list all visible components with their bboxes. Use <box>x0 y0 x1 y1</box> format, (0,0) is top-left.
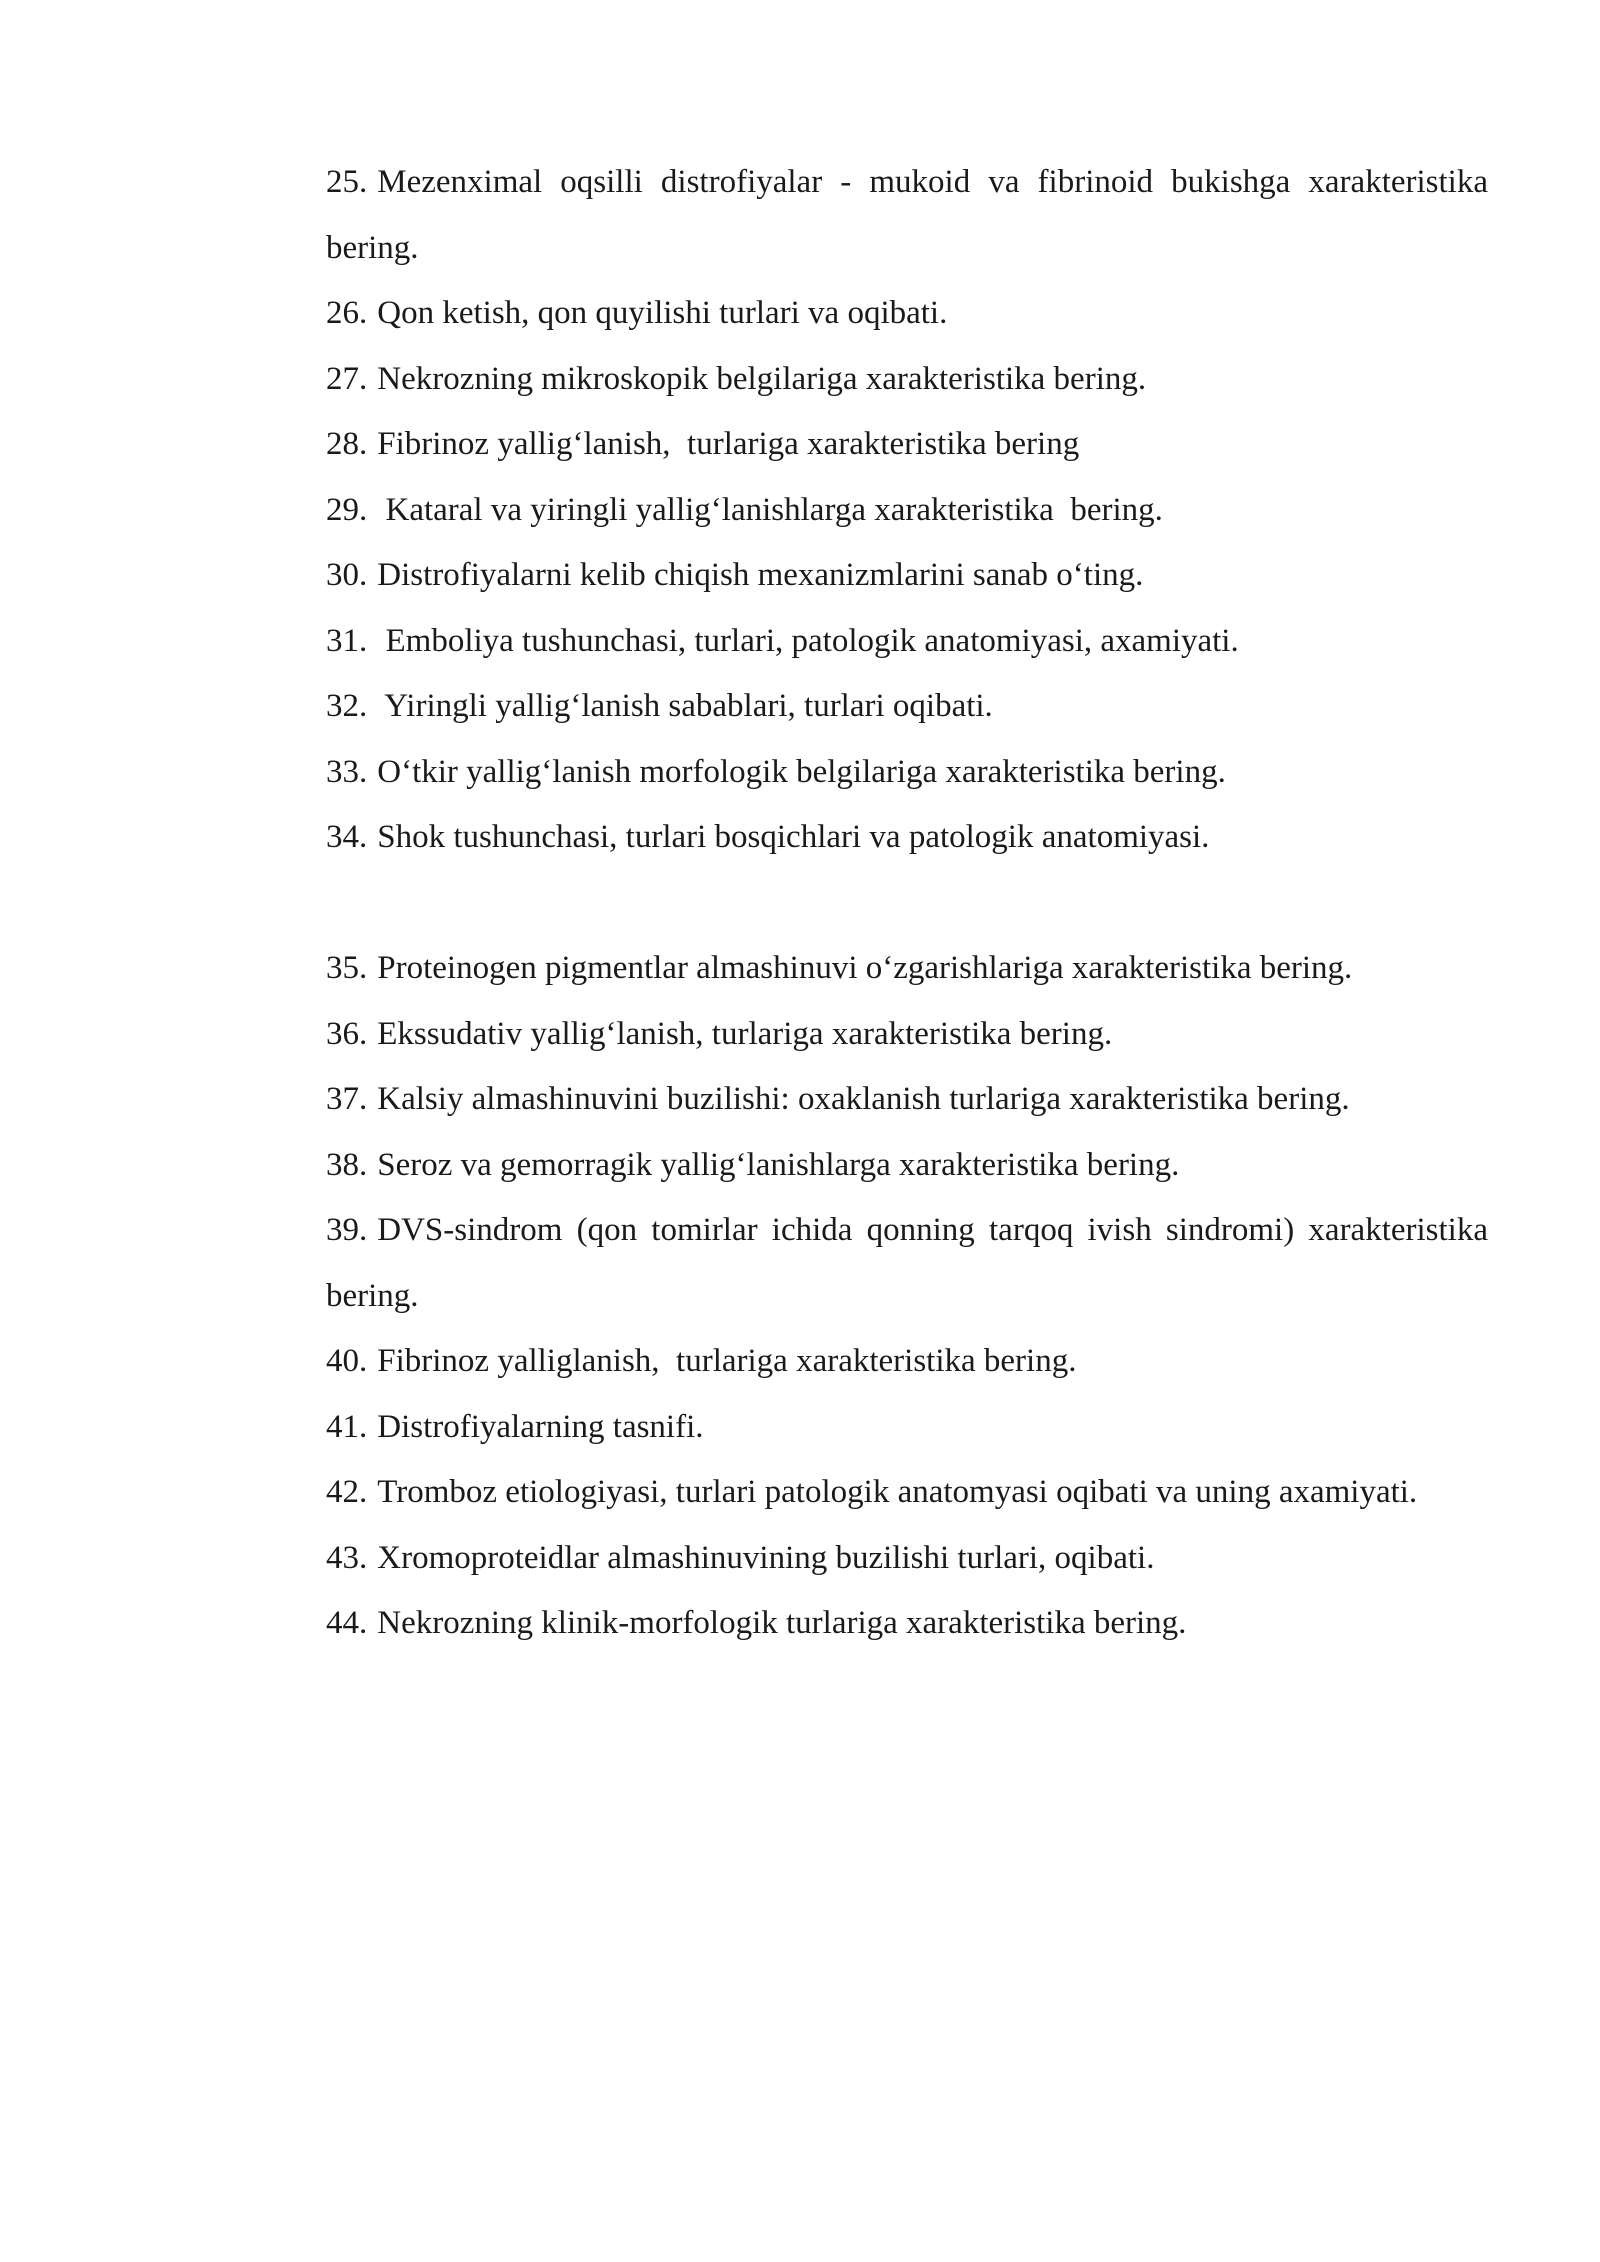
list-item <box>326 1395 1488 1461</box>
item-number: 43. <box>326 1539 368 1576</box>
item-text: Fibrinoz yalliglanish, turlariga xarakteristika bering. <box>377 1343 1077 1379</box>
list-item <box>326 347 1488 413</box>
item-text: O‘tkir yallig‘lanish morfologik belgilariga xarakteristika bering. <box>377 753 1226 790</box>
list-item <box>326 740 1488 806</box>
item-number: 33. <box>326 753 368 790</box>
item-text: Nekrozning mikroskopik belgilariga xarakteristika bering. <box>377 360 1147 397</box>
item-number: 32. <box>326 688 368 724</box>
item-number: 26. <box>326 295 368 331</box>
item-number: 35. <box>326 950 368 986</box>
item-text: Tromboz etiologiyasi, turlari patologik anatomyasi oqibati va uning axamiyati. <box>377 1474 1418 1510</box>
item-text: Qon ketish, qon quyilishi turlari va oqibati. <box>377 295 948 331</box>
item-number: 44. <box>326 1605 368 1641</box>
item-text: Nekrozning klinik-morfologik turlariga xarakteristika bering. <box>377 1605 1187 1641</box>
item-text: Shok tushunchasi, turlari bosqichlari va patologik anatomiyasi. <box>377 819 1210 855</box>
item-text: DVS-sindrom (qon tomirlar ichida qonning tarqoq ivish sindromi) xarakteristika bering. <box>326 1212 1488 1314</box>
list-item <box>326 674 1488 740</box>
item-text: Mezenximal oqsilli distrofiyalar - mukoid va fibrinoid bukishga xarakteristika bering. <box>326 164 1488 266</box>
item-number: 40. <box>326 1343 368 1379</box>
item-number: 25. <box>326 164 368 200</box>
list-item <box>326 543 1488 609</box>
item-text: Kalsiy almashinuvini buzilishi: oxaklanish turlariga xarakteristika bering. <box>377 1081 1350 1117</box>
item-text: Proteinogen pigmentlar almashinuvi o‘zgarishlariga xarakteristika bering. <box>377 950 1353 986</box>
list-item <box>326 1067 1488 1133</box>
item-number: 30. <box>326 557 368 593</box>
question-list <box>326 150 1488 1657</box>
item-number: 41. <box>326 1408 368 1445</box>
item-number: 27. <box>326 360 368 397</box>
item-number: 39. <box>326 1212 368 1248</box>
list-item <box>326 1002 1488 1068</box>
item-text: Yiringli yallig‘lanish sabablari, turlari oqibati. <box>377 688 993 724</box>
list-item <box>326 1591 1488 1657</box>
list-item <box>326 1526 1488 1592</box>
item-number: 29. <box>326 491 368 528</box>
list-item <box>326 281 1488 347</box>
list-item <box>326 1329 1488 1395</box>
item-number: 38. <box>326 1146 368 1183</box>
item-number: 42. <box>326 1474 368 1510</box>
list-item <box>326 1460 1488 1526</box>
item-text: Emboliya tushunchasi, turlari, patologik anatomiyasi, axamiyati. <box>377 622 1239 659</box>
item-text: Kataral va yiringli yallig‘lanishlarga xarakteristika bering. <box>377 491 1163 528</box>
item-text: Distrofiyalarning tasnifi. <box>377 1408 704 1445</box>
list-item <box>326 1133 1488 1199</box>
list-item <box>326 478 1488 544</box>
item-number: 34. <box>326 819 368 855</box>
item-number: 28. <box>326 426 368 462</box>
item-text: Distrofiyalarni kelib chiqish mexanizmlarini sanab o‘ting. <box>377 557 1144 593</box>
item-number: 36. <box>326 1015 368 1052</box>
list-item <box>326 609 1488 675</box>
list-item <box>326 805 1488 871</box>
list-item <box>326 412 1488 478</box>
item-text: Fibrinoz yallig‘lanish, turlariga xarakteristika bering <box>377 426 1080 462</box>
item-text: Ekssudativ yallig‘lanish, turlariga xarakteristika bering. <box>377 1015 1113 1052</box>
item-number: 31. <box>326 622 368 659</box>
item-text: Xromoproteidlar almashinuvining buzilishi turlari, oqibati. <box>377 1539 1155 1576</box>
item-text: Seroz va gemorragik yallig‘lanishlarga xarakteristika bering. <box>377 1146 1180 1183</box>
list-item <box>326 150 1488 281</box>
item-number: 37. <box>326 1081 368 1117</box>
list-item <box>326 1198 1488 1329</box>
list-item <box>326 936 1488 1002</box>
